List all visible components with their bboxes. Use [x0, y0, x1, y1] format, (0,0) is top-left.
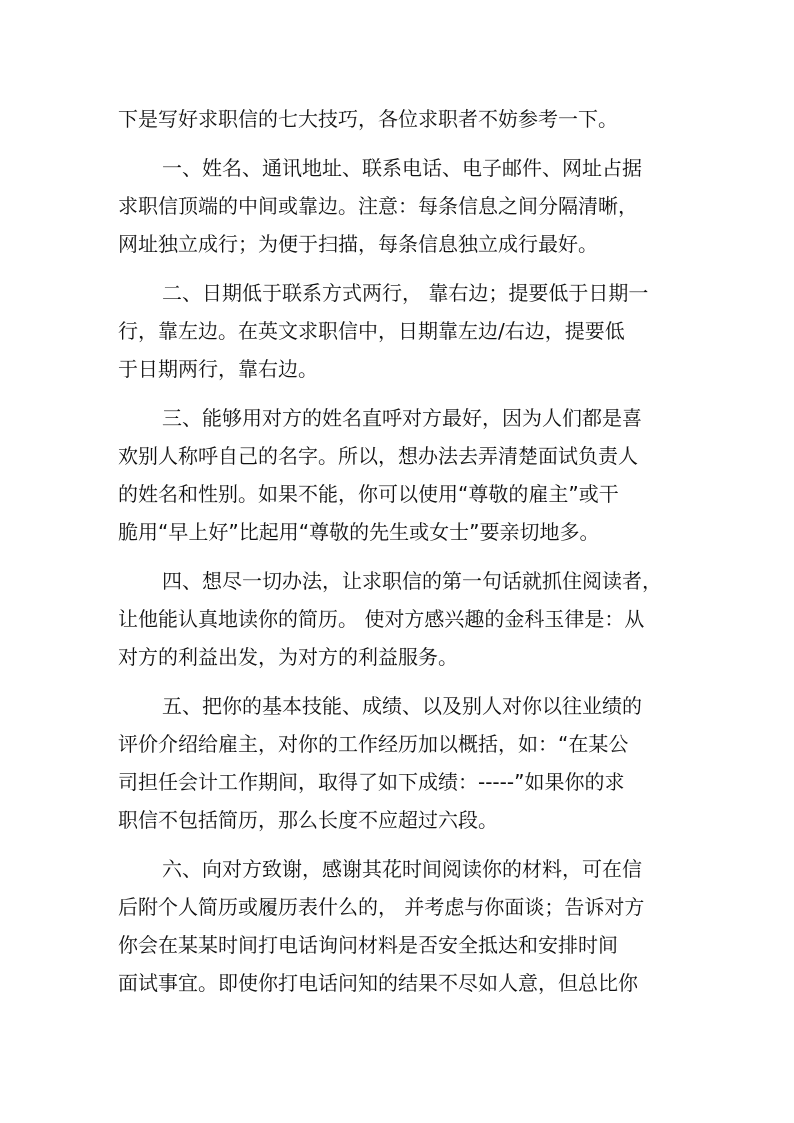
paragraph-continuation — [118, 100, 688, 138]
text-line: 六、向对方致谢，感谢其花时间阅读你的材料，可在信 — [162, 857, 642, 881]
text-line: 求职信顶端的中间或靠边。注意：每条信息之间分隔清晰， — [118, 194, 638, 218]
paragraph-tip-3 — [118, 399, 688, 551]
text-line: 五、把你的基本技能、成绩、以及别人对你以往业绩的 — [162, 694, 642, 718]
paragraph-tip-1 — [118, 149, 688, 263]
text-line: 于日期两行，靠右边。 — [118, 357, 318, 381]
text-line: 一、姓名、通讯地址、联系电话、电子邮件、网址占据 — [162, 156, 642, 180]
text-line: 网址独立成行；为便于扫描，每条信息独立成行最好。 — [118, 232, 598, 256]
text-line: 欢别人称呼自己的名字。所以，想办法去弄清楚面试负责人 — [118, 444, 638, 468]
document-body — [118, 100, 688, 1002]
paragraph-tip-4 — [118, 562, 688, 676]
text-line: 的姓名和性别。如果不能，你可以使用“尊敬的雇主”或干 — [118, 482, 619, 506]
text-line: 行，靠左边。在英文求职信中，日期靠左边/右边，提要低 — [118, 319, 625, 343]
text-line: 二、日期低于联系方式两行， 靠右边；提要低于日期一 — [162, 281, 649, 305]
text-line: 评价介绍给雇主，对你的工作经历加以概括，如：“在某公 — [118, 732, 629, 756]
text-line: 三、能够用对方的姓名直呼对方最好，因为人们都是喜 — [162, 406, 642, 430]
text-line: 让他能认真地读你的简历。 使对方感兴趣的金科玉律是：从 — [118, 607, 645, 631]
paragraph-tip-5 — [118, 687, 688, 839]
text-line: 职信不包括简历，那么长度不应超过六段。 — [118, 808, 498, 832]
text-line: 四、想尽一切办法，让求职信的第一句话就抓住阅读者， — [162, 569, 662, 593]
text-line: 对方的利益出发，为对方的利益服务。 — [118, 645, 458, 669]
text-line: 你会在某某时间打电话询问材料是否安全抵达和安排时间 — [118, 933, 618, 957]
text-line: 下是写好求职信的七大技巧，各位求职者不妨参考一下。 — [118, 107, 618, 131]
text-line: 后附个人简历或履历表什么的， 并考虑与你面谈；告诉对方 — [118, 895, 645, 919]
paragraph-tip-6 — [118, 850, 688, 1002]
text-line: 面试事宜。即使你打电话问知的结果不尽如人意，但总比你 — [118, 971, 638, 995]
text-line: 脆用“早上好”比起用“尊敬的先生或女士”要亲切地多。 — [118, 520, 600, 544]
text-line: 司担任会计工作期间，取得了如下成绩：-----”如果你的求 — [118, 770, 625, 794]
paragraph-tip-2 — [118, 274, 688, 388]
